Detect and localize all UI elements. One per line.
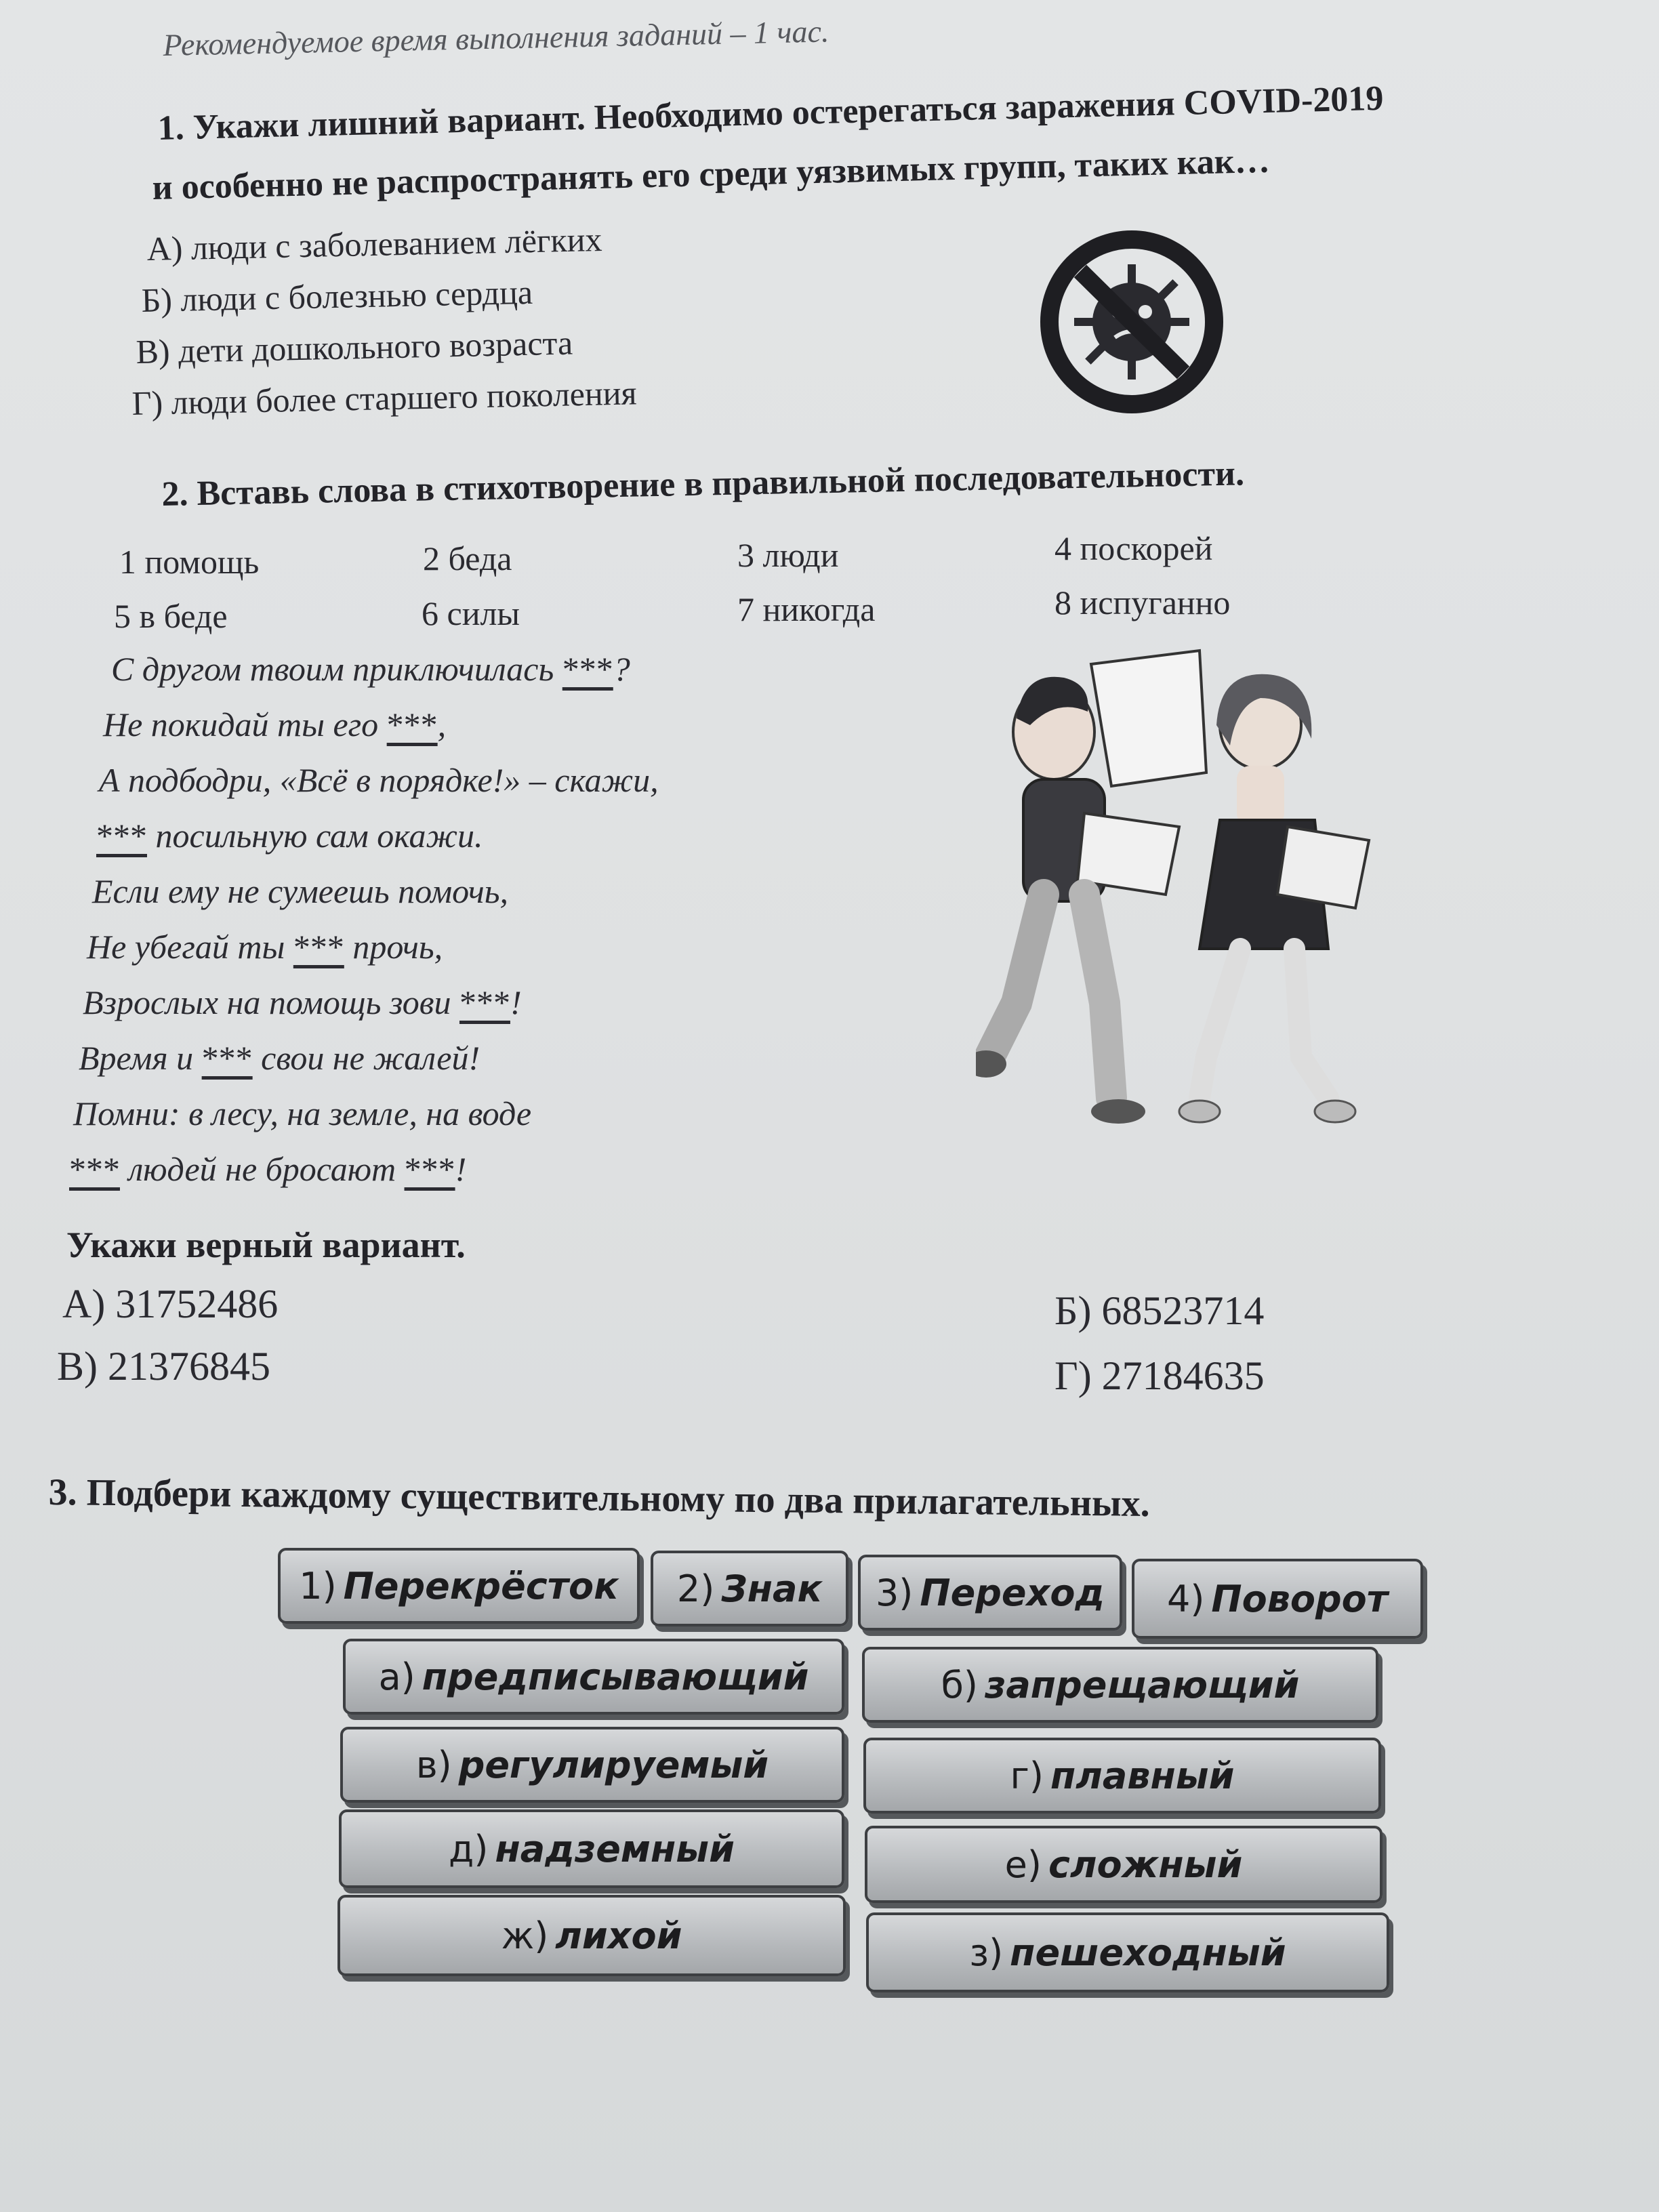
q2-title: 2. Вставь слова в стихотворение в правильной последовательности. [161, 454, 1245, 514]
noun-button-2[interactable] [651, 1551, 848, 1626]
kids-illustration [976, 623, 1382, 1166]
adj-letter: б) [941, 1663, 978, 1706]
poem-line-3 [99, 760, 659, 800]
noun-word: Переход [920, 1571, 1105, 1614]
word-1: 1 помощь [119, 543, 260, 581]
poem-line-6 [87, 927, 443, 966]
no-virus-icon [1030, 224, 1233, 420]
poem-text: Не убегай ты [87, 928, 293, 966]
poem-text: Взрослых на помощь зови [83, 983, 459, 1021]
blank: *** [69, 1150, 120, 1188]
poem-text: ? [613, 650, 630, 688]
noun-word: Поворот [1211, 1577, 1389, 1620]
word-2: 2 беда [423, 539, 512, 577]
adj-letter: а) [378, 1655, 415, 1698]
adj-word: предписывающий [422, 1655, 809, 1698]
word-5: 5 в беде [114, 597, 228, 635]
noun-word: Перекрёсток [343, 1564, 619, 1607]
noun-button-1[interactable] [278, 1548, 640, 1624]
adj-word: регулируемый [458, 1743, 769, 1786]
blank: *** [562, 650, 613, 688]
word-6: 6 силы [422, 594, 520, 632]
poem-text: людей не бросают [120, 1150, 405, 1188]
time-recommendation: Рекомендуемое время выполнения заданий – 1 час. [163, 14, 830, 62]
word-3: 3 люди [737, 536, 839, 574]
poem-line-10 [69, 1149, 466, 1189]
word-8: 8 испуганно [1054, 583, 1231, 621]
adj-word: запрещающий [984, 1663, 1300, 1706]
poem-text: Помни: в лесу, на земле, на воде [73, 1094, 532, 1132]
adj-letter: з) [969, 1931, 1004, 1974]
poem-text: Если ему не сумеешь помочь, [92, 872, 508, 910]
q1-title-line1: 1. Укажи лишний вариант. Необходимо остерегаться заражения COVID-2019 [157, 79, 1385, 148]
adj-button-b[interactable] [862, 1647, 1378, 1723]
poem-text: Не покидай ты его [103, 705, 387, 743]
q3-title: 3. Подбери каждому существительному по два прилагательных. [48, 1471, 1150, 1525]
q2-answer-c: В) 21376845 [57, 1344, 270, 1389]
blank: *** [459, 983, 510, 1021]
adj-word: плавный [1050, 1754, 1235, 1797]
poem-line-7 [83, 983, 522, 1022]
poem-line-4 [96, 816, 483, 855]
poem-line-1 [111, 649, 630, 689]
q1-option-a: А) люди с заболеванием лёгких [146, 220, 603, 268]
q2-answer-b: Б) 68523714 [1054, 1288, 1265, 1333]
noun-number: 4) [1166, 1577, 1205, 1620]
adj-letter: д) [449, 1827, 489, 1870]
blank: *** [386, 705, 438, 743]
adj-button-h[interactable] [866, 1912, 1389, 1992]
adj-button-g[interactable] [337, 1895, 846, 1976]
poem-text: , [437, 705, 447, 743]
word-4: 4 поскорей [1054, 529, 1213, 567]
poem-line-2 [103, 705, 446, 744]
poem-text: посильную сам окажи. [147, 817, 483, 855]
adj-button-a[interactable] [343, 1639, 844, 1715]
adj-button-c[interactable] [340, 1727, 844, 1803]
poem-text: Время и [79, 1039, 202, 1077]
blank: *** [201, 1039, 253, 1077]
adj-word: лихой [555, 1914, 682, 1957]
noun-button-4[interactable] [1132, 1559, 1423, 1639]
noun-number: 1) [299, 1564, 337, 1607]
adj-button-d[interactable] [863, 1738, 1381, 1814]
adj-word: пешеходный [1010, 1931, 1286, 1974]
adj-button-f[interactable] [865, 1826, 1382, 1903]
poem-text: ! [455, 1150, 467, 1188]
adj-letter: ж) [501, 1914, 549, 1957]
q2-answer-a: А) 31752486 [62, 1282, 279, 1326]
adj-word: надземный [495, 1827, 735, 1870]
blank: *** [404, 1150, 455, 1188]
poem-text: С другом твоим приключилась [111, 650, 562, 688]
poem-line-9 [73, 1094, 531, 1133]
poem-text: А подбодри, «Всё в порядке!» – скажи, [99, 761, 659, 799]
poem-text: ! [510, 983, 522, 1021]
noun-word: Знак [721, 1567, 823, 1610]
adj-letter: в) [415, 1743, 452, 1786]
blank: *** [293, 928, 344, 966]
adj-word: сложный [1048, 1843, 1243, 1886]
adj-letter: г) [1010, 1754, 1044, 1797]
q2-answer-d: Г) 27184635 [1054, 1353, 1265, 1398]
adj-letter: е) [1004, 1843, 1042, 1886]
q1-title-line2: и особенно не распространять его среди уязвимых групп, таких как… [152, 141, 1271, 207]
adj-button-e[interactable] [339, 1809, 844, 1888]
q2-answer-prompt: Укажи верный вариант. [66, 1225, 466, 1265]
poem-line-5 [92, 872, 508, 911]
word-7: 7 никогда [737, 590, 876, 628]
q1-option-b: Б) люди с болезнью сердца [141, 272, 533, 319]
noun-button-3[interactable] [858, 1555, 1122, 1631]
noun-number: 2) [676, 1567, 715, 1610]
poem-line-8 [79, 1038, 480, 1078]
q1-option-c: В) дети дошкольного возраста [136, 323, 573, 371]
poem-text: свои не жалей! [252, 1039, 480, 1077]
blank: *** [96, 817, 147, 855]
poem-text: прочь, [344, 928, 443, 966]
q1-option-d: Г) люди более старшего поколения [131, 373, 637, 422]
noun-number: 3) [875, 1571, 914, 1614]
